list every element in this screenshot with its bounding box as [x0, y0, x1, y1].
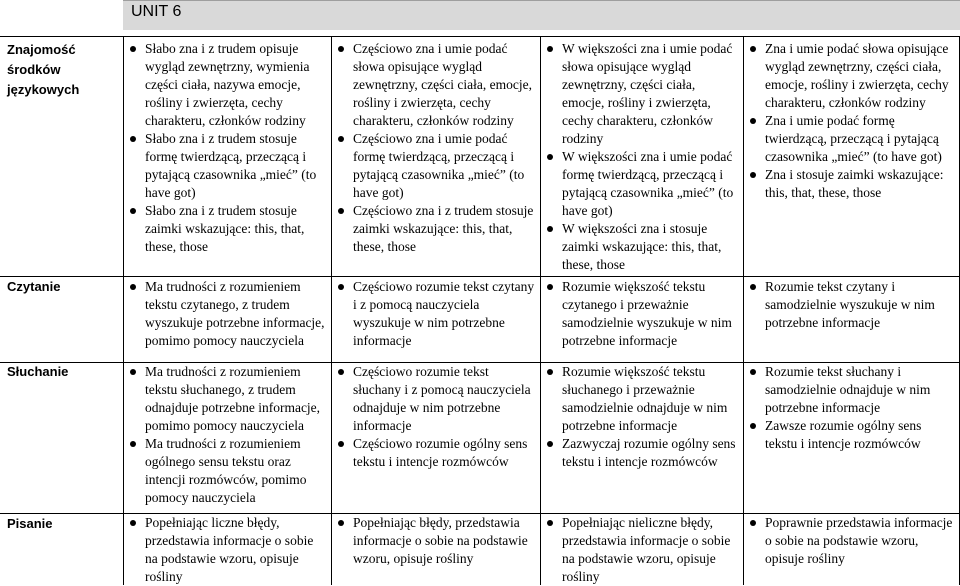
list-item: Popełniając nieliczne błędy, przedstawia informacje o sobie na podstawie wzoru, opisuje rośliny	[544, 514, 739, 586]
bullet-icon	[547, 441, 553, 447]
column-divider	[743, 36, 744, 585]
bullet-icon	[130, 520, 136, 526]
list-item: Ma trudności z rozumieniem tekstu słuchanego, z trudem odnajduje potrzebne informacje, pomimo pomocy nauczyciela	[127, 363, 327, 435]
cell-listening-grade-4	[747, 363, 955, 453]
bullet-icon	[750, 46, 756, 52]
cell-writing-grade-2	[335, 514, 535, 568]
bullet-icon	[338, 208, 344, 214]
list-item: Częściowo zna i umie podać słowa opisujące wygląd zewnętrzny, części ciała, emocje, rośliny i zwierzęta, cechy charakteru, członków rodziny	[335, 40, 535, 130]
list-item: Poprawnie przedstawia informacje o sobie na podstawie wzoru, opisuje rośliny	[747, 514, 955, 568]
cell-writing-grade-4	[747, 514, 955, 568]
cell-reading-grade-3	[544, 278, 739, 350]
row-label-reading: Czytanie	[7, 279, 61, 294]
row-label-writing: Pisanie	[7, 516, 53, 531]
list-item: Słabo zna i z trudem opisuje wygląd zewnętrzny, wymienia części ciała, nazywa emocje, rośliny i zwierzęta, cechy charakteru, członków rodziny	[127, 40, 327, 130]
column-divider	[540, 36, 541, 585]
list-item: Częściowo rozumie ogólny sens tekstu i intencje rozmówców	[335, 435, 535, 471]
bullet-icon	[130, 136, 136, 142]
bullet-icon	[547, 46, 553, 52]
bullet-icon	[750, 369, 756, 375]
bullet-icon	[547, 520, 553, 526]
bullet-icon	[338, 46, 344, 52]
row-label-listening: Słuchanie	[7, 364, 69, 379]
list-item: Ma trudności z rozumieniem ogólnego sensu tekstu oraz intencji rozmówców, pomimo pomocy nauczyciela	[127, 435, 327, 507]
cell-language-grade-1	[127, 40, 327, 256]
cell-writing-grade-1	[127, 514, 327, 586]
list-item: Ma trudności z rozumieniem tekstu czytanego, z trudem wyszukuje potrzebne informacje, pomimo pomocy nauczyciela	[127, 278, 327, 350]
list-item: Zna i stosuje zaimki wskazujące: this, that, these, those	[747, 166, 955, 202]
cell-writing-grade-3	[544, 514, 739, 586]
table-top-border	[0, 36, 960, 37]
list-item: Zna i umie podać słowa opisujące wygląd zewnętrzny, części ciała, emocje, rośliny i zwierzęta, cechy charakteru, członków rodziny	[747, 40, 955, 112]
column-divider	[123, 36, 124, 585]
list-item: W większości zna i umie podać słowa opisujące wygląd zewnętrzny, części ciała, emocje, rośliny i zwierzęta, cechy charakteru, członków rodziny	[544, 40, 739, 148]
cell-reading-grade-2	[335, 278, 535, 350]
bullet-icon	[130, 46, 136, 52]
bullet-icon	[130, 441, 136, 447]
list-item: W większości zna i umie podać formę twierdzącą, przeczącą i pytającą czasownika „mieć” (to have got)	[544, 148, 739, 220]
bullet-icon	[547, 226, 553, 232]
list-item: Częściowo rozumie tekst słuchany i z pomocą nauczyciela odnajduje w nim potrzebne informacje	[335, 363, 535, 435]
list-item: Częściowo rozumie tekst czytany i z pomocą nauczyciela wyszukuje w nim potrzebne informacje	[335, 278, 535, 350]
row-label-language-knowledge: Znajomość środków językowych	[7, 42, 80, 97]
bullet-icon	[130, 369, 136, 375]
list-item: Popełniając błędy, przedstawia informacje o sobie na podstawie wzoru, opisuje rośliny	[335, 514, 535, 568]
bullet-icon	[750, 284, 756, 290]
bullet-icon	[750, 172, 756, 178]
list-item: Rozumie tekst słuchany i samodzielnie odnajduje w nim potrzebne informacje	[747, 363, 955, 417]
bullet-icon	[130, 284, 136, 290]
list-item: Rozumie większość tekstu czytanego i przeważnie samodzielnie wyszukuje w nim potrzebne informacje	[544, 278, 739, 350]
list-item: Rozumie tekst czytany i samodzielnie wyszukuje w nim potrzebne informacje	[747, 278, 955, 332]
list-item: Częściowo zna i umie podać formę twierdzącą, przeczącą i pytającą czasownika „mieć” (to have got)	[335, 130, 535, 202]
column-divider	[331, 36, 332, 585]
bullet-icon	[750, 520, 756, 526]
cell-language-grade-3	[544, 40, 739, 274]
cell-language-grade-4	[747, 40, 955, 202]
cell-listening-grade-2	[335, 363, 535, 471]
bullet-icon	[750, 423, 756, 429]
list-item: Zawsze rozumie ogólny sens tekstu i intencje rozmówców	[747, 417, 955, 453]
bullet-icon	[338, 520, 344, 526]
cell-reading-grade-4	[747, 278, 955, 332]
list-item: Rozumie większość tekstu słuchanego i przeważnie samodzielnie odnajduje w nim potrzebne informacje	[544, 363, 739, 435]
list-item: Zazwyczaj rozumie ogólny sens tekstu i intencje rozmówców	[544, 435, 739, 471]
list-item: Zna i umie podać formę twierdzącą, przeczącą i pytającą czasownika „mieć” (to have got)	[747, 112, 955, 166]
list-item: Słabo zna i z trudem stosuje zaimki wskazujące: this, that, these, those	[127, 202, 327, 256]
bullet-icon	[338, 441, 344, 447]
page-title: UNIT 6	[131, 3, 182, 20]
bullet-icon	[130, 208, 136, 214]
bullet-icon	[547, 154, 553, 160]
list-item: Słabo zna i z trudem stosuje formę twierdzącą, przeczącą i pytającą czasownika „mieć” (to have got)	[127, 130, 327, 202]
bullet-icon	[338, 136, 344, 142]
bullet-icon	[338, 284, 344, 290]
list-item: Popełniając liczne błędy, przedstawia informacje o sobie na podstawie wzoru, opisuje rośliny	[127, 514, 327, 586]
cell-listening-grade-3	[544, 363, 739, 471]
bullet-icon	[750, 118, 756, 124]
unit-header-bar	[123, 0, 960, 30]
list-item: Częściowo zna i z trudem stosuje zaimki wskazujące: this, that, these, those	[335, 202, 535, 256]
bullet-icon	[338, 369, 344, 375]
cell-reading-grade-1	[127, 278, 327, 350]
bullet-icon	[547, 284, 553, 290]
list-item: W większości zna i stosuje zaimki wskazujące: this, that, these, those	[544, 220, 739, 274]
cell-listening-grade-1	[127, 363, 327, 507]
row-divider	[0, 276, 960, 277]
bullet-icon	[547, 369, 553, 375]
cell-language-grade-2	[335, 40, 535, 256]
